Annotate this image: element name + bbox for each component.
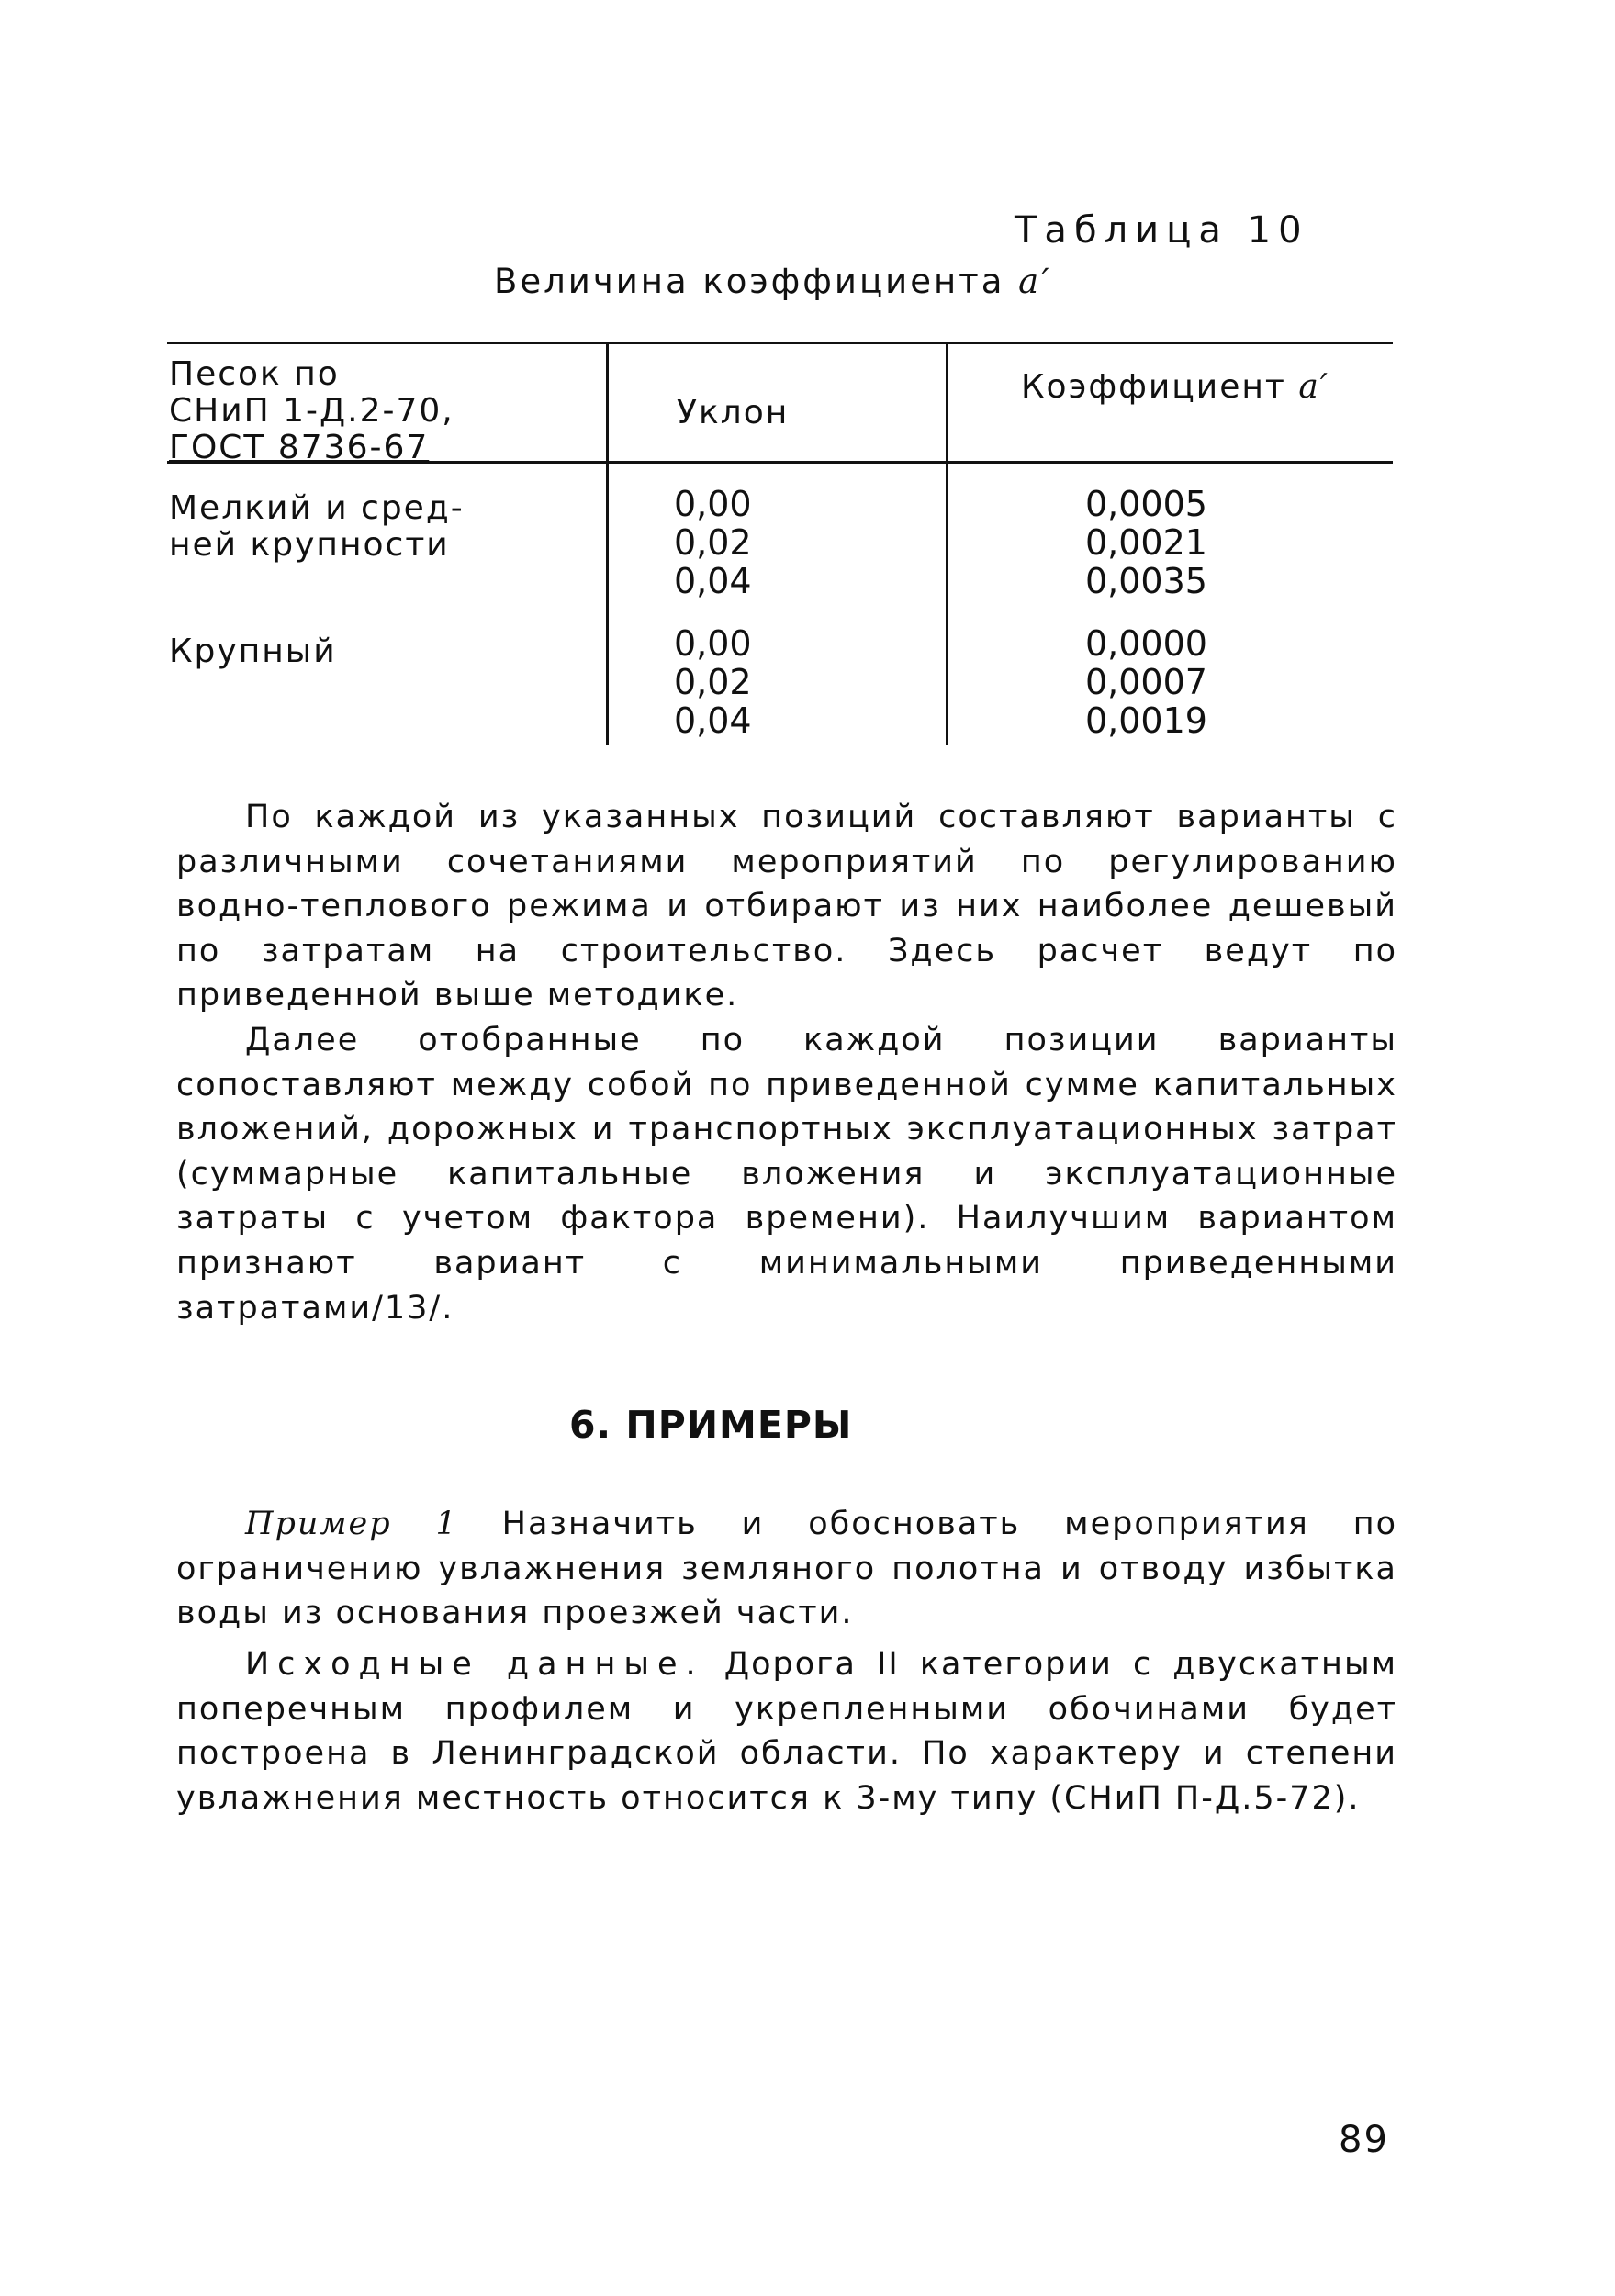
- row-1-category: [169, 490, 573, 564]
- row-1-category-line-1: Мелкий и сред-: [169, 489, 465, 527]
- row-2-category-line-1: Крупный: [169, 633, 337, 670]
- coefficient-table: [167, 342, 1393, 755]
- row-1-coefficient-2: 0,0021: [1085, 522, 1207, 563]
- table-title-text: Величина коэффициента: [494, 262, 1005, 301]
- header-coefficient-text: Коэффициент: [1021, 368, 1286, 406]
- row-2-slopes: [674, 624, 752, 740]
- example-text: Назначить и обосновать мероприятия по ограничению увлажнения земляного полотна и отводу избытка воды из основания проезжей части.: [176, 1506, 1397, 1632]
- row-1-category-line-2: ней крупности: [169, 526, 450, 564]
- table-caption: Таблица 10: [1015, 209, 1309, 252]
- header-slope: Уклон: [677, 394, 790, 431]
- paragraph-1: По каждой из указанных позиций составляют варианты с различными сочетаниями мероприятий по регулированию водно-теплового режима и отбирают из них наиболее дешевый по затратам на строительство. Здесь расчет ведут по приведенной выше методике.: [176, 799, 1397, 1014]
- initial-data-text: Дорога II категории с двускатным поперечным профилем и укрепленными обочинами будет построена в Ленинградской области. По характеру и степени увлажнения местность относится к 3-му типу (СНиП П-Д.5-72).: [176, 1646, 1397, 1817]
- row-1-coefficients: [1085, 485, 1207, 600]
- initial-data: [176, 1642, 1397, 1820]
- section-heading: 6. ПРИМЕРЫ: [569, 1403, 853, 1447]
- row-2-coefficient-1: 0,0000: [1085, 623, 1207, 664]
- header-coefficient: [1021, 369, 1329, 406]
- row-2-slope-1: 0,00: [674, 623, 752, 664]
- row-1-slope-3: 0,04: [674, 561, 752, 601]
- coefficient-symbol: a′: [1018, 262, 1052, 301]
- initial-data-label: Исходные данные.: [245, 1646, 704, 1683]
- table-col2-divider: [946, 342, 948, 745]
- page-number: 89: [1339, 2119, 1389, 2161]
- row-1-slope-2: 0,02: [674, 522, 752, 563]
- row-2-slope-2: 0,02: [674, 662, 752, 702]
- table-col1-divider: [606, 342, 609, 745]
- row-1-slope-1: 0,00: [674, 484, 752, 524]
- header-material-line-3: ГОСТ 8736-67: [169, 429, 430, 466]
- header-material-line-1: Песок по: [169, 355, 340, 393]
- table-top-rule: [167, 342, 1393, 344]
- paragraph-2: Далее отобранные по каждой позиции варианты сопоставляют между собой по приведенной сумме капитальных вложений, дорожных и транспортных эксплуатационных затрат (суммарные капитальные вложения и эксплуатационные затраты с учетом фактора времени). Наилучшим вариантом признают вариант с минимальными приведенными затратами/13/.: [176, 1022, 1397, 1327]
- row-1-slopes: [674, 485, 752, 600]
- header-material: [169, 356, 600, 466]
- header-coefficient-symbol: a′: [1298, 368, 1329, 406]
- table-title: [494, 262, 1052, 301]
- row-1-coefficient-3: 0,0035: [1085, 561, 1207, 601]
- row-1-coefficient-1: 0,0005: [1085, 484, 1207, 524]
- example-1: [176, 1502, 1397, 1636]
- row-2-coefficient-3: 0,0019: [1085, 700, 1207, 741]
- row-2-category: [169, 633, 573, 670]
- row-2-coefficient-2: 0,0007: [1085, 662, 1207, 702]
- header-material-line-2: СНиП 1-Д.2-70,: [169, 392, 454, 430]
- row-2-coefficients: [1085, 624, 1207, 740]
- example-label: Пример 1: [245, 1506, 458, 1542]
- row-2-slope-3: 0,04: [674, 700, 752, 741]
